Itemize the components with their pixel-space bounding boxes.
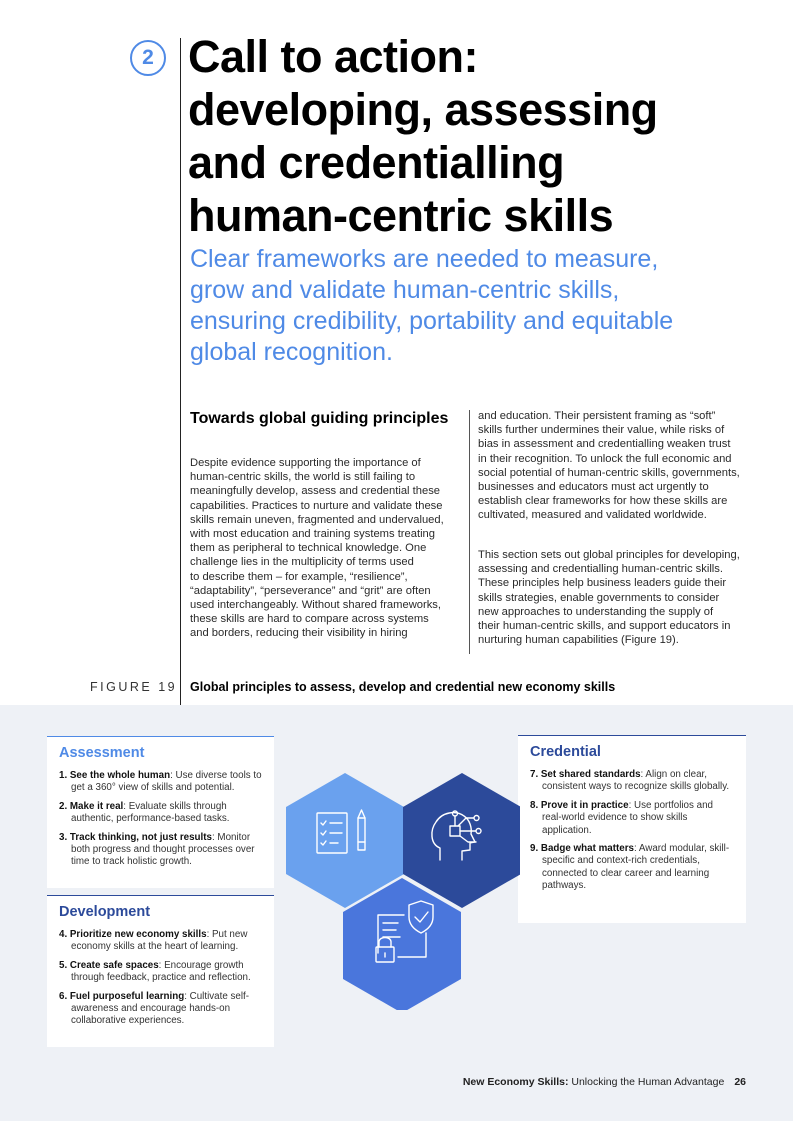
list-item (59, 960, 262, 985)
footer-subtitle: Unlocking the Human Advantage (568, 1076, 725, 1088)
page-subtitle: Clear frameworks are needed to measure, grow and validate human-centric skills, ensuring credibility, portability and equitable global recognition. (190, 245, 674, 366)
item-lead: 2. Make it real (59, 800, 124, 812)
item-text: : Encourage growth through feedback, practice and reflection. (71, 959, 251, 984)
list-item (59, 832, 262, 869)
human-head-circuit-icon (403, 773, 520, 908)
footer-publication: New Economy Skills: (462, 1076, 569, 1088)
credential-title: Credential (530, 744, 601, 760)
item-text: : Cultivate self-awareness and encourage hands-on collaborative experiences. (71, 990, 249, 1027)
body-column-2-paragraph-2: This section sets out global principles for developing, assessing and credentialling human-centric skills. These principles help business leaders guide their skills strategies, enable governments to consider new approaches to understanding the supply of their human-centric skills, and support educators in nurturing human capabilities (Figure 19). (478, 549, 740, 647)
item-lead: 8. Prove it in practice (530, 799, 629, 811)
page-number: 26 (734, 1076, 746, 1088)
figure-title: Global principles to assess, develop and credential new economy skills (190, 680, 616, 694)
item-text: : Award modular, skill-specific and context-rich credentials, connected to clear career and learning pathways. (542, 843, 730, 892)
assessment-card (47, 736, 274, 888)
item-lead: 9. Badge what matters (530, 843, 634, 855)
hexagon-cluster (280, 750, 520, 1010)
item-lead: 4. Prioritize new economy skills (59, 929, 207, 940)
item-text: : Monitor both progress and thought processes over time to track holistic growth. (71, 831, 255, 868)
list-item (530, 800, 734, 837)
item-text: : Use portfolios and real-world evidence to show skills application. (542, 799, 713, 836)
item-lead: 6. Fuel purposeful learning (59, 990, 185, 1002)
column-divider (469, 410, 470, 654)
list-item (59, 770, 262, 795)
list-item (59, 991, 262, 1028)
credential-card (518, 735, 746, 923)
item-lead: 1. See the whole human (59, 770, 171, 781)
figure-label: FIGURE 19 (90, 680, 178, 694)
item-text: : Align on clear, consistent ways to recognize skills globally. (542, 769, 730, 793)
item-text: : Evaluate skills through authentic, performance-based tasks. (71, 800, 230, 825)
list-item (530, 769, 734, 794)
list-item (530, 843, 734, 893)
section-heading: Towards global guiding principles (190, 410, 449, 427)
item-lead: 3. Track thinking, not just results (59, 831, 212, 843)
assessment-title: Assessment (59, 745, 145, 761)
list-item (59, 929, 262, 954)
list-item (59, 801, 262, 826)
chapter-number-badge: 2 (130, 40, 166, 76)
header-vertical-rule (180, 38, 181, 705)
development-card (47, 895, 274, 1047)
item-lead: 5. Create safe spaces (59, 959, 159, 971)
body-column-1: Despite evidence supporting the importance of human-centric skills, the world is still failing to meaningfully develop, assess and credential these capabilities. Practices to nurture and validate these skills remain uneven, fragmented and undervalued, with most education and training systems treating them as peripheral to technical knowledge. One challenge lies in the multiplicity of terms used to describe them – for example, “resilience”, “adaptability”, “perseverance” and “grit” are often used interchangeably. Without shared frameworks, these skills are hard to compare across systems and borders, reducing their visibility in hiring (190, 457, 444, 640)
page-title: Call to action: developing, assessing and credentialling human-centric skills (188, 31, 658, 241)
item-text: : Put new economy skills at the heart of learning. (71, 929, 248, 953)
body-column-2-paragraph-1: and education. Their persistent framing as “soft” skills further undermines their value, while risks of bias in assessment and credentialling weaken trust in their recognition. To unlock the full economic and social potential of human-centric skills, governments, businesses and educators must act urgently to establish clear frameworks for how these skills are cultivated, measured and validated worldwide. (478, 410, 740, 522)
item-text: : Use diverse tools to get a 360° view of skills and potential. (71, 770, 262, 794)
development-title: Development (59, 904, 151, 920)
item-lead: 7. Set shared standards (530, 769, 641, 780)
page-footer (463, 1076, 746, 1088)
